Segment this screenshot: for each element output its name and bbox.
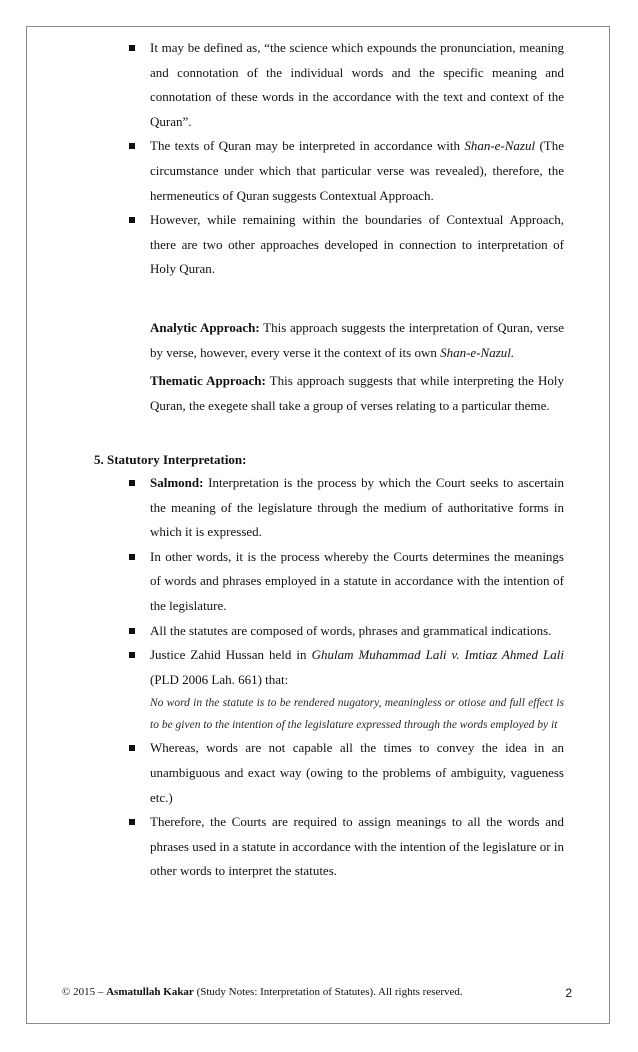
bullet-text: Therefore, the Courts are required to assign meanings to all the words and phrases used in a statute in accordance with the intention of the legislature or in other words to interpret the statutes. [150, 814, 564, 879]
list-item [124, 643, 564, 736]
square-bullet-icon [129, 554, 135, 560]
list-item [124, 36, 564, 134]
list-item [124, 471, 564, 545]
page-number: 2 [565, 986, 572, 1000]
analytic-approach-text: This approach suggests the interpretation of Quran, verse by verse, however, every verse it the context of its own [150, 320, 564, 360]
section-heading: 5. Statutory Interpretation: [94, 452, 247, 467]
thematic-approach-paragraph [150, 369, 564, 418]
case-name: Ghulam Muhammad Lali v. Imtiaz Ahmed Lali [311, 647, 564, 663]
square-bullet-icon [129, 45, 135, 51]
bullet-italic-term: Shan-e-Nazul [464, 138, 536, 154]
footer-rights: (Study Notes: Interpretation of Statutes). All rights reserved. [193, 986, 463, 998]
bullet-text: Whereas, words are not capable all the times to convey the idea in an unambiguous and exact way (owing to the problems of ambiguity, vagueness etc.) [150, 740, 564, 805]
analytic-approach-paragraph [150, 316, 564, 365]
bullet-list-top [124, 36, 564, 282]
thematic-approach-text: This approach suggests that while interpreting the Holy Quran, the exegete shall take a group of verses relating to a particular theme. [150, 373, 564, 413]
list-item [124, 545, 564, 619]
square-bullet-icon [129, 819, 135, 825]
bullet-text: (The circumstance under which that particular verse was revealed), therefore, the hermeneutics of Quran suggests Contextual Approach. [150, 138, 564, 203]
square-bullet-icon [129, 745, 135, 751]
bullet-text: However, while remaining within the boundaries of Contextual Approach, there are two other approaches developed in connection to interpretation of Holy Quran. [150, 212, 564, 277]
square-bullet-icon [129, 652, 135, 658]
square-bullet-icon [129, 143, 135, 149]
bullet-text: In other words, it is the process whereby the Courts determines the meanings of words and phrases employed in a statute in accordance with the intention of the legislature. [150, 548, 564, 613]
analytic-approach-label: Analytic Approach: [150, 320, 260, 335]
list-item [124, 810, 564, 884]
square-bullet-icon [129, 480, 135, 486]
bullet-text: The texts of Quran may be interpreted in accordance with [150, 138, 465, 154]
page-footer [62, 986, 572, 998]
footer-author: Asmatullah Kakar [106, 986, 194, 998]
bullet-text: It may be defined as, “the science which expounds the pronunciation, meaning and connotation of the individual words and the specific meaning and connotation of these words in the accordance with the text and context of the Quran”. [150, 40, 564, 129]
thematic-approach-label: Thematic Approach: [150, 373, 266, 388]
list-item [124, 736, 564, 810]
bullet-bold-label: Salmond: [150, 475, 204, 490]
analytic-approach-italic: Shan-e-Nazul. [440, 344, 515, 360]
square-bullet-icon [129, 628, 135, 634]
list-item [124, 134, 564, 208]
footer-copyright: © 2015 – [62, 986, 107, 998]
bullet-text: (PLD 2006 Lah. 661) that: [150, 671, 289, 687]
bullet-text: Interpretation is the process by which the Court seeks to ascertain the meaning of the legislature through the medium of authoritative forms in which it is expressed. [150, 475, 564, 540]
bullet-list-section5 [124, 471, 564, 884]
case-quote: No word in the statute is to be rendered nugatory, meaningless or otiose and full effect is to be given to the intention of the legislature expressed through the words employed by it [150, 697, 564, 732]
square-bullet-icon [129, 217, 135, 223]
list-item [124, 208, 564, 282]
list-item [124, 619, 564, 644]
bullet-text: All the statutes are composed of words, phrases and grammatical indications. [150, 622, 552, 638]
bullet-text: Justice Zahid Hussan held in [150, 647, 312, 663]
